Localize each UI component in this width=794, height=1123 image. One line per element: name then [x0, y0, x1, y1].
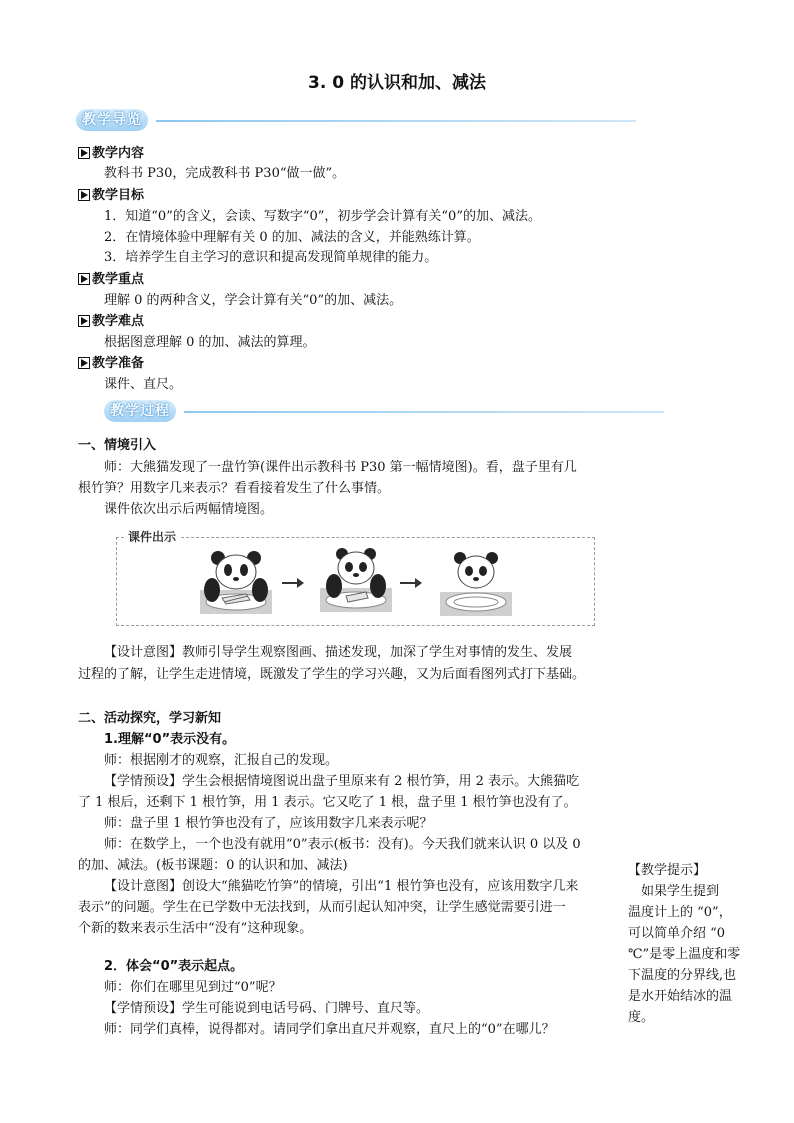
panda-scene-2 [320, 546, 392, 612]
play-triangle-icon [78, 189, 90, 201]
paragraph-line: 师：你们在哪里见到过“0”呢？ [104, 980, 282, 995]
prep-text: 课件、直尺。 [104, 377, 183, 392]
goal-item: 1．知道“0”的含义，会读、写数字“0”，初步学会计算有关“0”的加、减法。 [104, 209, 541, 224]
paragraph-line: 根竹笋？用数字几来表示？看看接着发生了什么事情。 [78, 481, 391, 496]
paragraph-line: 【学情预设】学生可能说到电话号码、门牌号、直尺等。 [104, 1001, 430, 1016]
paragraph-line: 了 1 根后，还剩下 1 根竹笋，用 1 表示。它又吃了 1 根，盘子里 1 根竹笋也没有了。 [78, 795, 577, 810]
play-triangle-icon [78, 273, 90, 285]
paragraph-line: 个新的数来表示生活中“没有”这种现象。 [78, 921, 313, 936]
paragraph-line: 【学情预设】学生会根据情境图说出盘子里原来有 2 根竹笋，用 2 表示。大熊猫吃 [104, 774, 580, 789]
difficulty-heading: 教学难点 [78, 310, 144, 329]
panda-scene-3 [440, 550, 512, 616]
section-banner-guide [76, 109, 636, 133]
play-triangle-icon [78, 357, 90, 369]
teaching-tip-line: ℃”是零上温度和零 [628, 947, 741, 962]
courseware-label: 课件出示 [124, 528, 180, 545]
paragraph-line: 师：根据刚才的观察，汇报自己的发现。 [104, 753, 339, 768]
goal-item: 2．在情境体验中理解有关 0 的加、减法的含义，并能熟练计算。 [104, 230, 480, 245]
banner-divider [184, 411, 664, 413]
page-title: 3. 0 的认识和加、减法 [308, 73, 486, 93]
paragraph-line: 师：在数学上，一个也没有就用“0”表示(板书：没有)。今天我们就来认识 0 以及 0 [104, 837, 581, 852]
subheading: 1.理解“0”表示没有。 [104, 732, 236, 747]
arrow-right-icon [282, 582, 298, 584]
section-banner-process [104, 400, 664, 424]
teaching-tip-line: 是水开始结冰的温 [628, 989, 733, 1004]
teaching-tip-sidebar [628, 860, 754, 1028]
subheading: 2．体会“0”表示起点。 [104, 959, 244, 974]
paragraph-line: 表示”的问题。学生在已学数中无法找到，从而引起认知冲突，让学生感觉需要引进一 [78, 900, 566, 915]
paragraph-line: 师：大熊猫发现了一盘竹笋(课件出示教科书 P30 第一幅情境图)。看，盘子里有几 [104, 460, 577, 475]
paragraph-line: 的加、减法。(板书课题：0 的认识和加、减法) [78, 858, 348, 873]
key-heading: 教学重点 [78, 268, 144, 287]
teaching-tip-line: 度。 [628, 1010, 655, 1025]
paragraph-line: 师：盘子里 1 根竹笋也没有了，应该用数字几来表示呢？ [104, 816, 433, 831]
paragraph-line: 过程的了解，让学生走进情境，既激发了学生的学习兴趣，又为后面看图列式打下基础。 [78, 667, 586, 682]
teaching-tip-line: 可以简单介绍 “0 [628, 926, 726, 941]
difficulty-text: 根据图意理解 0 的加、减法的算理。 [104, 335, 316, 350]
panda-scene-1 [200, 548, 272, 614]
teaching-tip-line: 如果学生提到 [628, 884, 720, 899]
prep-heading: 教学准备 [78, 352, 144, 371]
content-text: 教科书 P30，完成教科书 P30“做一做”。 [104, 166, 346, 181]
play-triangle-icon [78, 147, 90, 159]
banner-divider [156, 120, 636, 122]
play-triangle-icon [78, 315, 90, 327]
paragraph-line: 师：同学们真棒，说得都对。请同学们拿出直尺并观察，直尺上的“0”在哪儿？ [104, 1022, 555, 1037]
key-text: 理解 0 的两种含义，学会计算有关“0”的加、减法。 [104, 293, 403, 308]
paragraph-line: 【设计意图】创设大“熊猫吃竹笋”的情境，引出“1 根竹笋也没有，应该用数字几来 [104, 879, 579, 894]
teaching-tip-title: 【教学提示】 [628, 863, 707, 878]
teaching-tip-line: 下温度的分界线,也 [628, 968, 737, 983]
paragraph-line: 【设计意图】教师引导学生观察图画、描述发现，加深了学生对事情的发生、发展 [104, 645, 573, 660]
arrow-right-icon [400, 582, 416, 584]
banner-label: 教学导览 [76, 109, 148, 131]
goals-heading: 教学目标 [78, 184, 144, 203]
content-heading: 教学内容 [78, 142, 144, 161]
paragraph-line: 课件依次出示后两幅情境图。 [104, 502, 274, 517]
part1-heading: 一、情境引入 [78, 438, 157, 453]
banner-label: 教学过程 [104, 400, 176, 422]
part2-heading: 二、活动探究，学习新知 [78, 711, 222, 726]
goal-item: 3．培养学生自主学习的意识和提高发现简单规律的能力。 [104, 250, 438, 265]
teaching-tip-line: 温度计上的 “0”， [628, 905, 732, 920]
